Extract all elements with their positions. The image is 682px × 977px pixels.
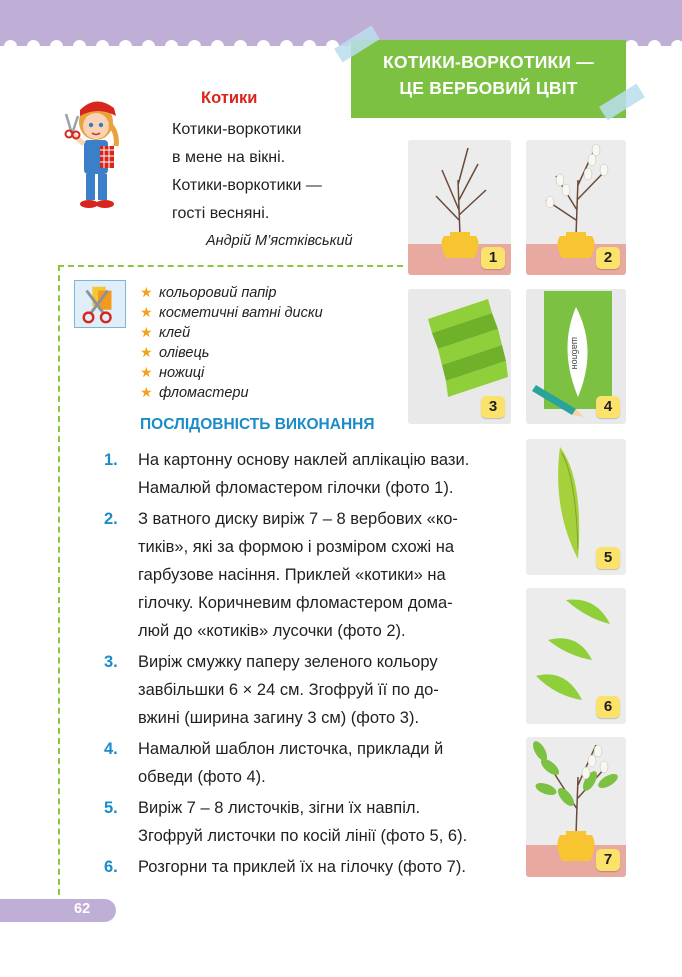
poem-author: Андрій М’ястківський: [206, 233, 353, 249]
step-text-line: Виріж 7 – 8 листочків, зігни їх навпіл.: [138, 799, 421, 817]
scallop-dot: [234, 40, 247, 53]
star-bullet-icon: ★: [140, 284, 153, 300]
scallop-dot: [165, 40, 178, 53]
poem-title: Котики: [201, 89, 258, 107]
photo-number-badge: 5: [596, 547, 620, 569]
photo-number-badge: 4: [596, 396, 620, 418]
step-number: 5.: [104, 799, 118, 817]
scallop-dot: [4, 40, 17, 53]
step-text-line: З ватного диску виріж 7 – 8 вербових «ко-: [138, 510, 458, 528]
photo-2-catkins: [526, 140, 626, 275]
photo-1-vase-twigs: [408, 140, 511, 275]
photo-7-finished-craft: [526, 737, 626, 877]
star-bullet-icon: ★: [140, 384, 153, 400]
scallop-dot: [96, 40, 109, 53]
star-bullet-icon: ★: [140, 364, 153, 380]
sequence-heading: ПОСЛІДОВНІСТЬ ВИКОНАННЯ: [140, 416, 375, 433]
dashed-divider: [58, 265, 403, 267]
step-text-line: Згофруй листочки по косій лінії (фото 5, 6).: [138, 827, 468, 845]
step-text-line: люй до «котиків» лусочки (фото 2).: [138, 622, 406, 640]
step-text-line: Виріж смужку паперу зеленого кольору: [138, 653, 438, 671]
materials-list-item: ★ косметичні ватні диски: [140, 304, 323, 321]
star-bullet-icon: ★: [140, 304, 153, 320]
star-bullet-icon: ★: [140, 324, 153, 340]
step-text-line: тиків», які за формою і розміром схожі на: [138, 538, 455, 556]
materials-scissors-icon: [74, 280, 126, 328]
step-text-line: Намалюй фломастером гілочки (фото 1).: [138, 479, 454, 497]
poem-line: гості весняні.: [172, 205, 270, 222]
scallop-dot: [73, 40, 86, 53]
scallop-dot: [671, 40, 682, 53]
step-text-line: Розгорни та приклей їх на гілочку (фото 7).: [138, 858, 466, 876]
step-text-line: гарбузове насіння. Приклей «котики» на: [138, 566, 446, 584]
photo-3-folded-paper: [408, 289, 511, 424]
template-label: шаблон: [570, 337, 580, 370]
dashed-border: [58, 265, 60, 905]
materials-list-item: ★ клей: [140, 324, 191, 341]
step-text-line: завбільшки 6 × 24 см. Згофруй її по до-: [138, 681, 439, 699]
star-bullet-icon: ★: [140, 344, 153, 360]
girl-with-scissors-illustration: [58, 88, 138, 213]
step-text-line: гілочку. Коричневим фломастером дома-: [138, 594, 453, 612]
photo-number-badge: 7: [596, 849, 620, 871]
step-text-line: обведи (фото 4).: [138, 768, 266, 786]
materials-list-item: ★ ножиці: [140, 364, 205, 381]
materials-list-item: ★ фломастери: [140, 384, 249, 401]
page-number: 62: [74, 901, 91, 917]
photo-6-pleated-leaves: [526, 588, 626, 724]
step-number: 2.: [104, 510, 118, 528]
scallop-dot: [211, 40, 224, 53]
poem-line: Котики-воркотики —: [172, 177, 322, 194]
scallop-dot: [119, 40, 132, 53]
materials-list-item: ★ кольоровий папір: [140, 284, 277, 301]
scallop-dot: [188, 40, 201, 53]
banner-title-line-2: ЦЕ ВЕРБОВИЙ ЦВІТ: [399, 78, 578, 98]
page-number-tab: [0, 899, 116, 922]
scallop-dot: [303, 40, 316, 53]
scallop-dot: [50, 40, 63, 53]
step-text-line: вжині (ширина загину 3 см) (фото 3).: [138, 709, 420, 727]
scallop-dot: [648, 40, 661, 53]
materials-list-item: ★ олівець: [140, 344, 210, 361]
photo-number-badge: 2: [596, 247, 620, 269]
scallop-dot: [142, 40, 155, 53]
photo-5-folded-leaf: [526, 439, 626, 575]
step-number: 1.: [104, 451, 118, 469]
scallop-dot: [27, 40, 40, 53]
step-text-line: Намалюй шаблон листочка, приклади й: [138, 740, 444, 758]
photo-number-badge: 3: [481, 396, 505, 418]
banner-title-line-1: КОТИКИ-ВОРКОТИКИ —: [383, 52, 594, 72]
poem-line: Котики-воркотики: [172, 121, 302, 138]
photo-number-badge: 1: [481, 247, 505, 269]
step-number: 6.: [104, 858, 118, 876]
step-text-line: На картонну основу наклей аплікацію вази.: [138, 451, 470, 469]
photo-number-badge: 6: [596, 696, 620, 718]
poem-line: в мене на вікні.: [172, 149, 286, 166]
step-number: 4.: [104, 740, 118, 758]
scallop-dot: [625, 40, 638, 53]
photo-4-leaf-template: [526, 289, 626, 424]
step-number: 3.: [104, 653, 118, 671]
title-banner: [351, 40, 626, 118]
scallop-dot: [280, 40, 293, 53]
scallop-dot: [257, 40, 270, 53]
